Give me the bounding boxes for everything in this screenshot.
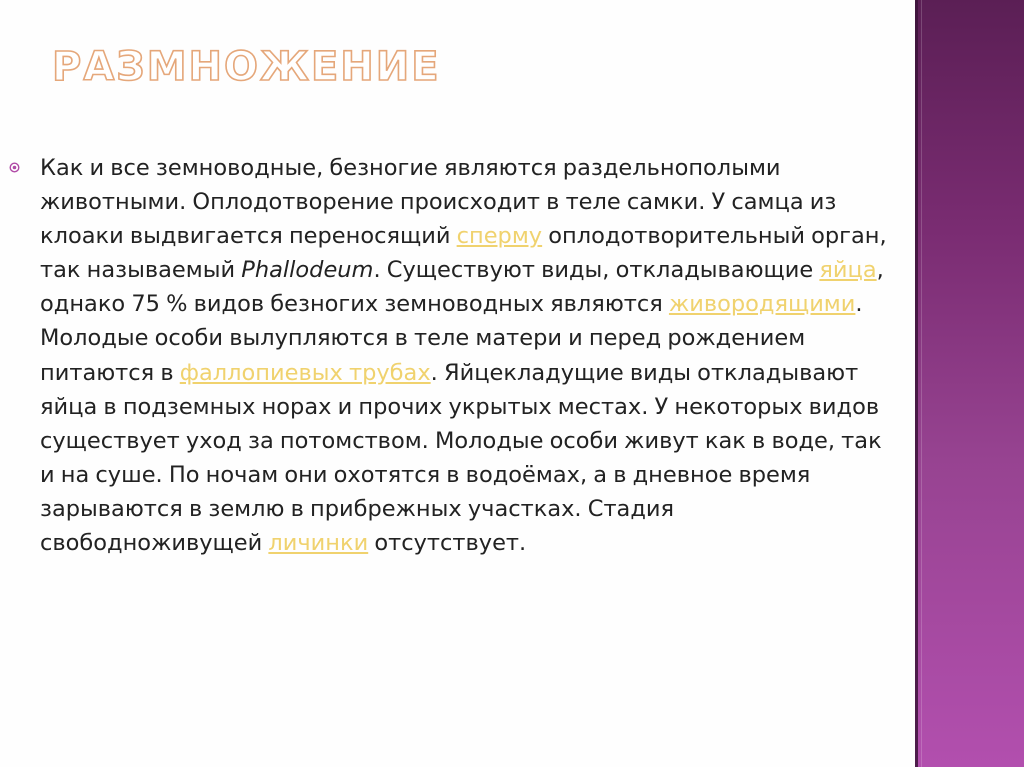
slide-title: РАЗМНОЖЕНИЕ	[52, 44, 441, 90]
text-segment: . Существуют виды, откладывающие	[373, 257, 820, 284]
text-segment: оплодотворительный орган, так называемый	[40, 223, 887, 284]
decorative-side-band	[915, 0, 1024, 767]
slide-paragraph	[40, 151, 900, 560]
link-larva[interactable]: личинки	[268, 530, 369, 557]
text-segment: Как и все земноводные, безногие являются раздельнополыми животными. Оплодотворение происходит в теле самки. У самца из клоаки выдвигается переносящий	[40, 155, 837, 250]
circle-bullet-icon	[9, 162, 20, 173]
term-phallodeum: Phallodeum	[241, 257, 374, 284]
text-segment: . Молодые особи вылупляются в теле матери и перед рождением питаются в	[40, 291, 863, 386]
link-viviparous[interactable]: живородящими	[668, 291, 856, 318]
text-segment: , однако 75 % видов безногих земноводных являются	[40, 257, 884, 318]
link-sperm[interactable]: сперму	[456, 223, 543, 250]
link-eggs[interactable]: яйца	[819, 257, 877, 284]
link-fallopian-tubes[interactable]: фаллопиевых трубах	[179, 359, 431, 386]
text-segment: отсутствует.	[368, 530, 527, 557]
text-segment: . Яйцекладущие виды откладывают яйца в подземных норах и прочих укрытых местах. У некоторых видов существует уход за потомством. Молодые особи живут как в воде, так и на суше. По ночам они охотятся в водоёмах, а в дневное время зарываются в землю в прибрежных участках. Стадия свободноживущей	[40, 359, 882, 557]
